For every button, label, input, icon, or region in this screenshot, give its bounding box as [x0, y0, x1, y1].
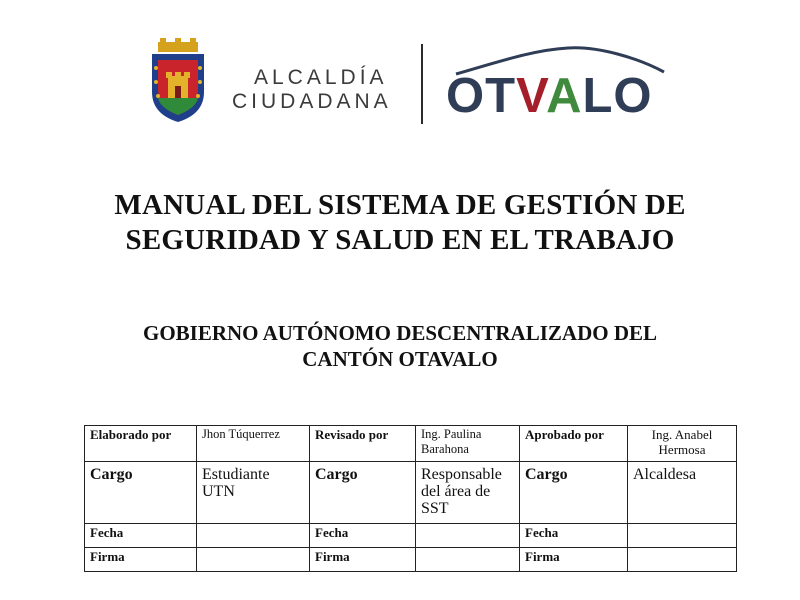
elaborado-value: Jhon Túquerrez	[197, 426, 310, 462]
fecha-value-1	[197, 524, 310, 548]
brand-o: O	[446, 69, 486, 123]
subtitle-line1: GOBIERNO AUTÓNOMO DESCENTRALIZADO DEL	[143, 321, 657, 345]
city-coat-of-arms-icon	[148, 38, 208, 124]
alcaldia-line2: CIUDADANA	[232, 90, 392, 113]
document-subtitle	[0, 320, 800, 372]
alcaldia-text	[232, 66, 392, 114]
aprobado-value: Ing. Anabel Hermosa	[628, 426, 737, 462]
brand-t: T	[485, 69, 517, 123]
cargo-value-2: Responsable del área de SST	[416, 462, 520, 524]
subtitle-line2: CANTÓN OTAVALO	[302, 347, 498, 371]
table-row	[85, 462, 737, 524]
fecha-label-1: Fecha	[85, 524, 197, 548]
cargo-label-2: Cargo	[310, 462, 416, 524]
otavalo-brand	[446, 70, 653, 122]
aprobado-label: Aprobado por	[520, 426, 628, 462]
cargo-value-1: Estudiante UTN	[197, 462, 310, 524]
fecha-label-3: Fecha	[520, 524, 628, 548]
revisado-label: Revisado por	[310, 426, 416, 462]
brand-rest: LO	[582, 69, 653, 123]
table-row	[85, 524, 737, 548]
cargo-label-3: Cargo	[520, 462, 628, 524]
elaborado-label: Elaborado por	[85, 426, 197, 462]
cargo-value-3: Alcaldesa	[628, 462, 737, 524]
approval-table	[84, 425, 737, 572]
table-row	[85, 548, 737, 572]
logo-divider	[421, 44, 423, 124]
revisado-value: Ing. Paulina Barahona	[416, 426, 520, 462]
fecha-label-2: Fecha	[310, 524, 416, 548]
alcaldia-line1: ALCALDÍA	[254, 66, 388, 89]
firma-value-2	[416, 548, 520, 572]
title-line1: MANUAL DEL SISTEMA DE GESTIÓN DE	[114, 189, 686, 221]
document-title	[0, 188, 800, 258]
firma-label-1: Firma	[85, 548, 197, 572]
table-row	[85, 426, 737, 462]
header-logos	[140, 38, 680, 128]
cargo-label-1: Cargo	[85, 462, 197, 524]
brand-v: V	[516, 69, 547, 123]
fecha-value-3	[628, 524, 737, 548]
firma-label-2: Firma	[310, 548, 416, 572]
fecha-value-2	[416, 524, 520, 548]
brand-a: A	[546, 69, 583, 123]
firma-label-3: Firma	[520, 548, 628, 572]
title-line2: SEGURIDAD Y SALUD EN EL TRABAJO	[125, 224, 675, 256]
firma-value-3	[628, 548, 737, 572]
firma-value-1	[197, 548, 310, 572]
